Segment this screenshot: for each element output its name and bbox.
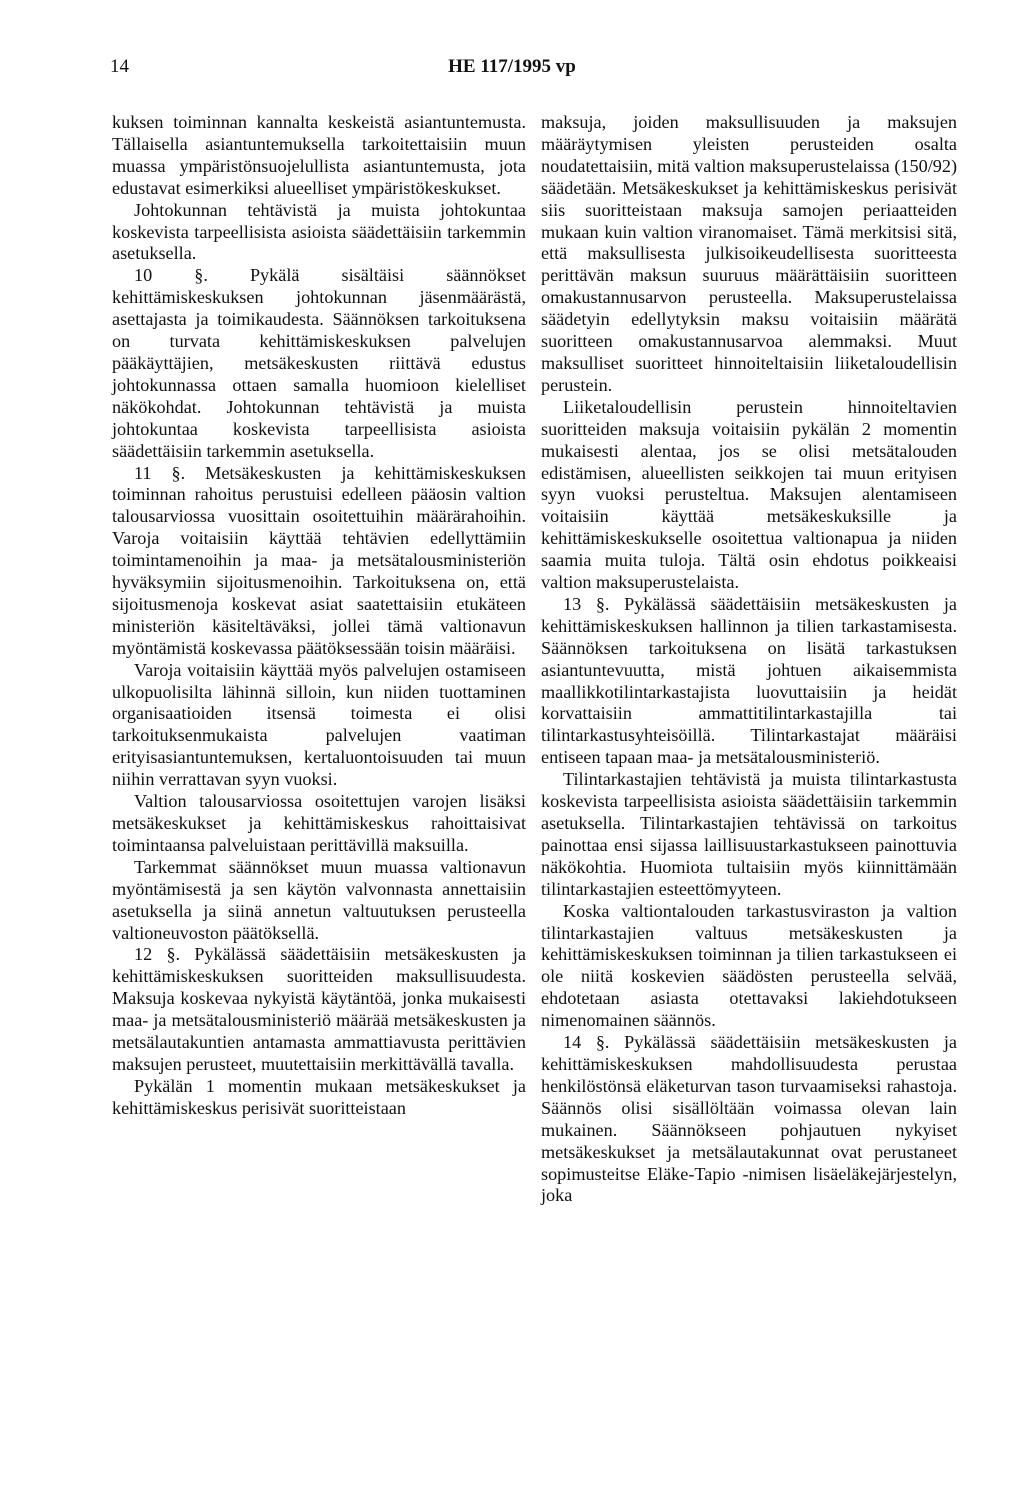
page-number: 14 <box>110 56 129 77</box>
paragraph: Liiketaloudellisin perustein hinnoiteltavien suoritteiden maksuja voitaisiin pykälän 2 momentin mukaisesti alentaa, jos se olisi metsätalouden edistämisen, alueellisten seikkojen tai muun erityisen syyn vuoksi perusteltua. Maksujen alentamiseen voitaisiin käyttää metsäkeskuksille ja kehittämiskeskukselle osoitettua valtionapua ja niiden saamia muita tuloja. Tältä osin ehdotus poikkeaisi valtion maksuperustelaista. <box>541 396 957 593</box>
paragraph: 12 §. Pykälässä säädettäisiin metsäkeskusten ja kehittämiskeskuksen suoritteiden maksullisuudesta. Maksuja koskevaa nykyistä käytäntöä, jonka mukaisesti maa- ja metsätalousministeriö määrää metsäkeskusten ja metsälautakuntien antamasta ammattiavusta perittävien maksujen perusteet, muutettaisiin merkittävällä tavalla. <box>112 944 526 1074</box>
paragraph: Varoja voitaisiin käyttää myös palvelujen ostamiseen ulkopuolisilta lähinnä silloin, kun niiden tuottaminen organisaatioiden itsensä toimesta ei olisi tarkoituksenmukaista palvelujen vaatiman erityisasiantuntemuksen, kertaluontoisuuden tai muun niihin verrattavan syyn vuoksi. <box>112 659 526 790</box>
paragraph: 11 §. Metsäkeskusten ja kehittämiskeskuksen toiminnan rahoitus perustuisi edelleen pääosin valtion talousarviossa vuosittain osoitettuihin määrärahoihin. Varoja voitaisiin käyttää tehtävien edellyttämiin toimintamenoihin ja maa- ja metsätalousministeriön hyväksymiin sijoitusmenoihin. Tarkoituksena on, että sijoitusmenoja koskevat asiat saatettaisiin etukäteen ministeriön käsiteltäväksi, jollei tämä valtionavun myöntämistä koskevassa päätöksessään toisin määräisi. <box>112 462 526 658</box>
paragraph: maksuja, joiden maksullisuuden ja maksujen määräytymisen yleisten perusteiden osalta noudatettaisiin, mitä valtion maksuperustelaissa (150/92) säädetään. Metsäkeskukset ja kehittämiskeskus perisivät siis suoritteistaan maksuja samojen periaatteiden mukaan kuin valtion viranomaiset. Tämä merkitsisi sitä, että maksullisesta julkisoikeudellisesta suoritteesta perittävän maksun suuruus määrättäisiin suoritteen omakustannusarvon perusteella. Maksuperustelaissa säädetyin edellytyksin maksu voitaisiin määrätä suoritteen omakustannusarvoa alemmaksi. Muut maksulliset suoritteet hinnoiteltaisiin liiketaloudellisin perustein. <box>541 112 957 395</box>
paragraph: Tarkemmat säännökset muun muassa valtionavun myöntämisestä ja sen käytön valvonnasta annettaisiin asetuksella ja siinä annetun valtuutuksen perusteella valtioneuvoston päätöksellä. <box>112 856 526 943</box>
right-text-column <box>541 112 957 1207</box>
paragraph: Koska valtiontalouden tarkastusviraston ja valtion tilintarkastajien valtuus metsäkeskusten ja kehittämiskeskuksen toiminnan ja tilien tarkastukseen ei ole niitä koskevien säädösten perusteella selvää, ehdotetaan asiasta otettavaksi lakiehdotukseen nimenomainen säännös. <box>541 900 957 1031</box>
paragraph: Pykälän 1 momentin mukaan metsäkeskukset ja kehittämiskeskus perisivät suoritteistaan <box>112 1075 526 1118</box>
paragraph: Tilintarkastajien tehtävistä ja muista tilintarkastusta koskevista tarpeellisista asioista säädettäisiin tarkemmin asetuksella. Tilintarkastajien tehtävissä on tarkoitus painottaa ensi sijassa laillisuustarkastukseen painottuvia näkökohtia. Huomiota tultaisiin myös kiinnittämään tilintarkastajien esteettömyyteen. <box>541 769 957 899</box>
paragraph: Valtion talousarviossa osoitettujen varojen lisäksi metsäkeskukset ja kehittämiskeskus rahoittaisivat toimintaansa palveluistaan perittävillä maksuilla. <box>112 791 526 855</box>
paragraph: kuksen toiminnan kannalta keskeistä asiantuntemusta. Tällaisella asiantuntemuksella tarkoitettaisiin muun muassa ympäristönsuojelullista asiantuntemusta, jota edustavat esimerkiksi alueelliset ympäristökeskukset. <box>112 112 526 198</box>
page-header <box>0 56 1024 86</box>
left-text-column <box>112 112 526 1120</box>
paragraph: 14 §. Pykälässä säädettäisiin metsäkeskusten ja kehittämiskeskuksen mahdollisuudesta perustaa henkilöstönsä eläketurvan tason turvaamiseksi rahastoja. Säännös olisi sisällöltään voimassa olevan lain mukainen. Säännökseen pohjautuen nykyiset metsäkeskukset ja metsälautakunnat ovat perustaneet sopimusteitse Eläke-Tapio -nimisen lisäeläkejärjestelyn, joka <box>541 1032 957 1206</box>
paragraph: Johtokunnan tehtävistä ja muista johtokuntaa koskevista tarpeellisista asioista säädettäisiin tarkemmin asetuksella. <box>112 199 526 264</box>
document-id: HE 117/1995 vp <box>448 56 576 77</box>
paragraph: 13 §. Pykälässä säädettäisiin metsäkeskusten ja kehittämiskeskuksen hallinnon ja tilien tarkastamisesta. Säännöksen tarkoituksena on lisätä tarkastuksen asiantuntevuutta, mistä johtuen aikaisemmista maallikkotilintarkastajista luovuttaisiin ja heidät korvattaisiin ammattitilintarkastajilla tai tilintarkastusyhteisöillä. Tilintarkastajat määräisi entiseen tapaan maa- ja metsätalousministeriö. <box>541 593 957 768</box>
paragraph: 10 §. Pykälä sisältäisi säännökset kehittämiskeskuksen johtokunnan jäsenmäärästä, asettajasta ja toimikaudesta. Säännöksen tarkoituksena on turvata kehittämiskeskuksen palvelujen pääkäyttäjien, metsäkeskusten riittävä edustus johtokunnassa ottaen samalla huomioon kielelliset näkökohdat. Johtokunnan tehtävistä ja muista johtokuntaa koskevista tarpeellisista asioista säädettäisiin tarkemmin asetuksella. <box>112 265 526 461</box>
